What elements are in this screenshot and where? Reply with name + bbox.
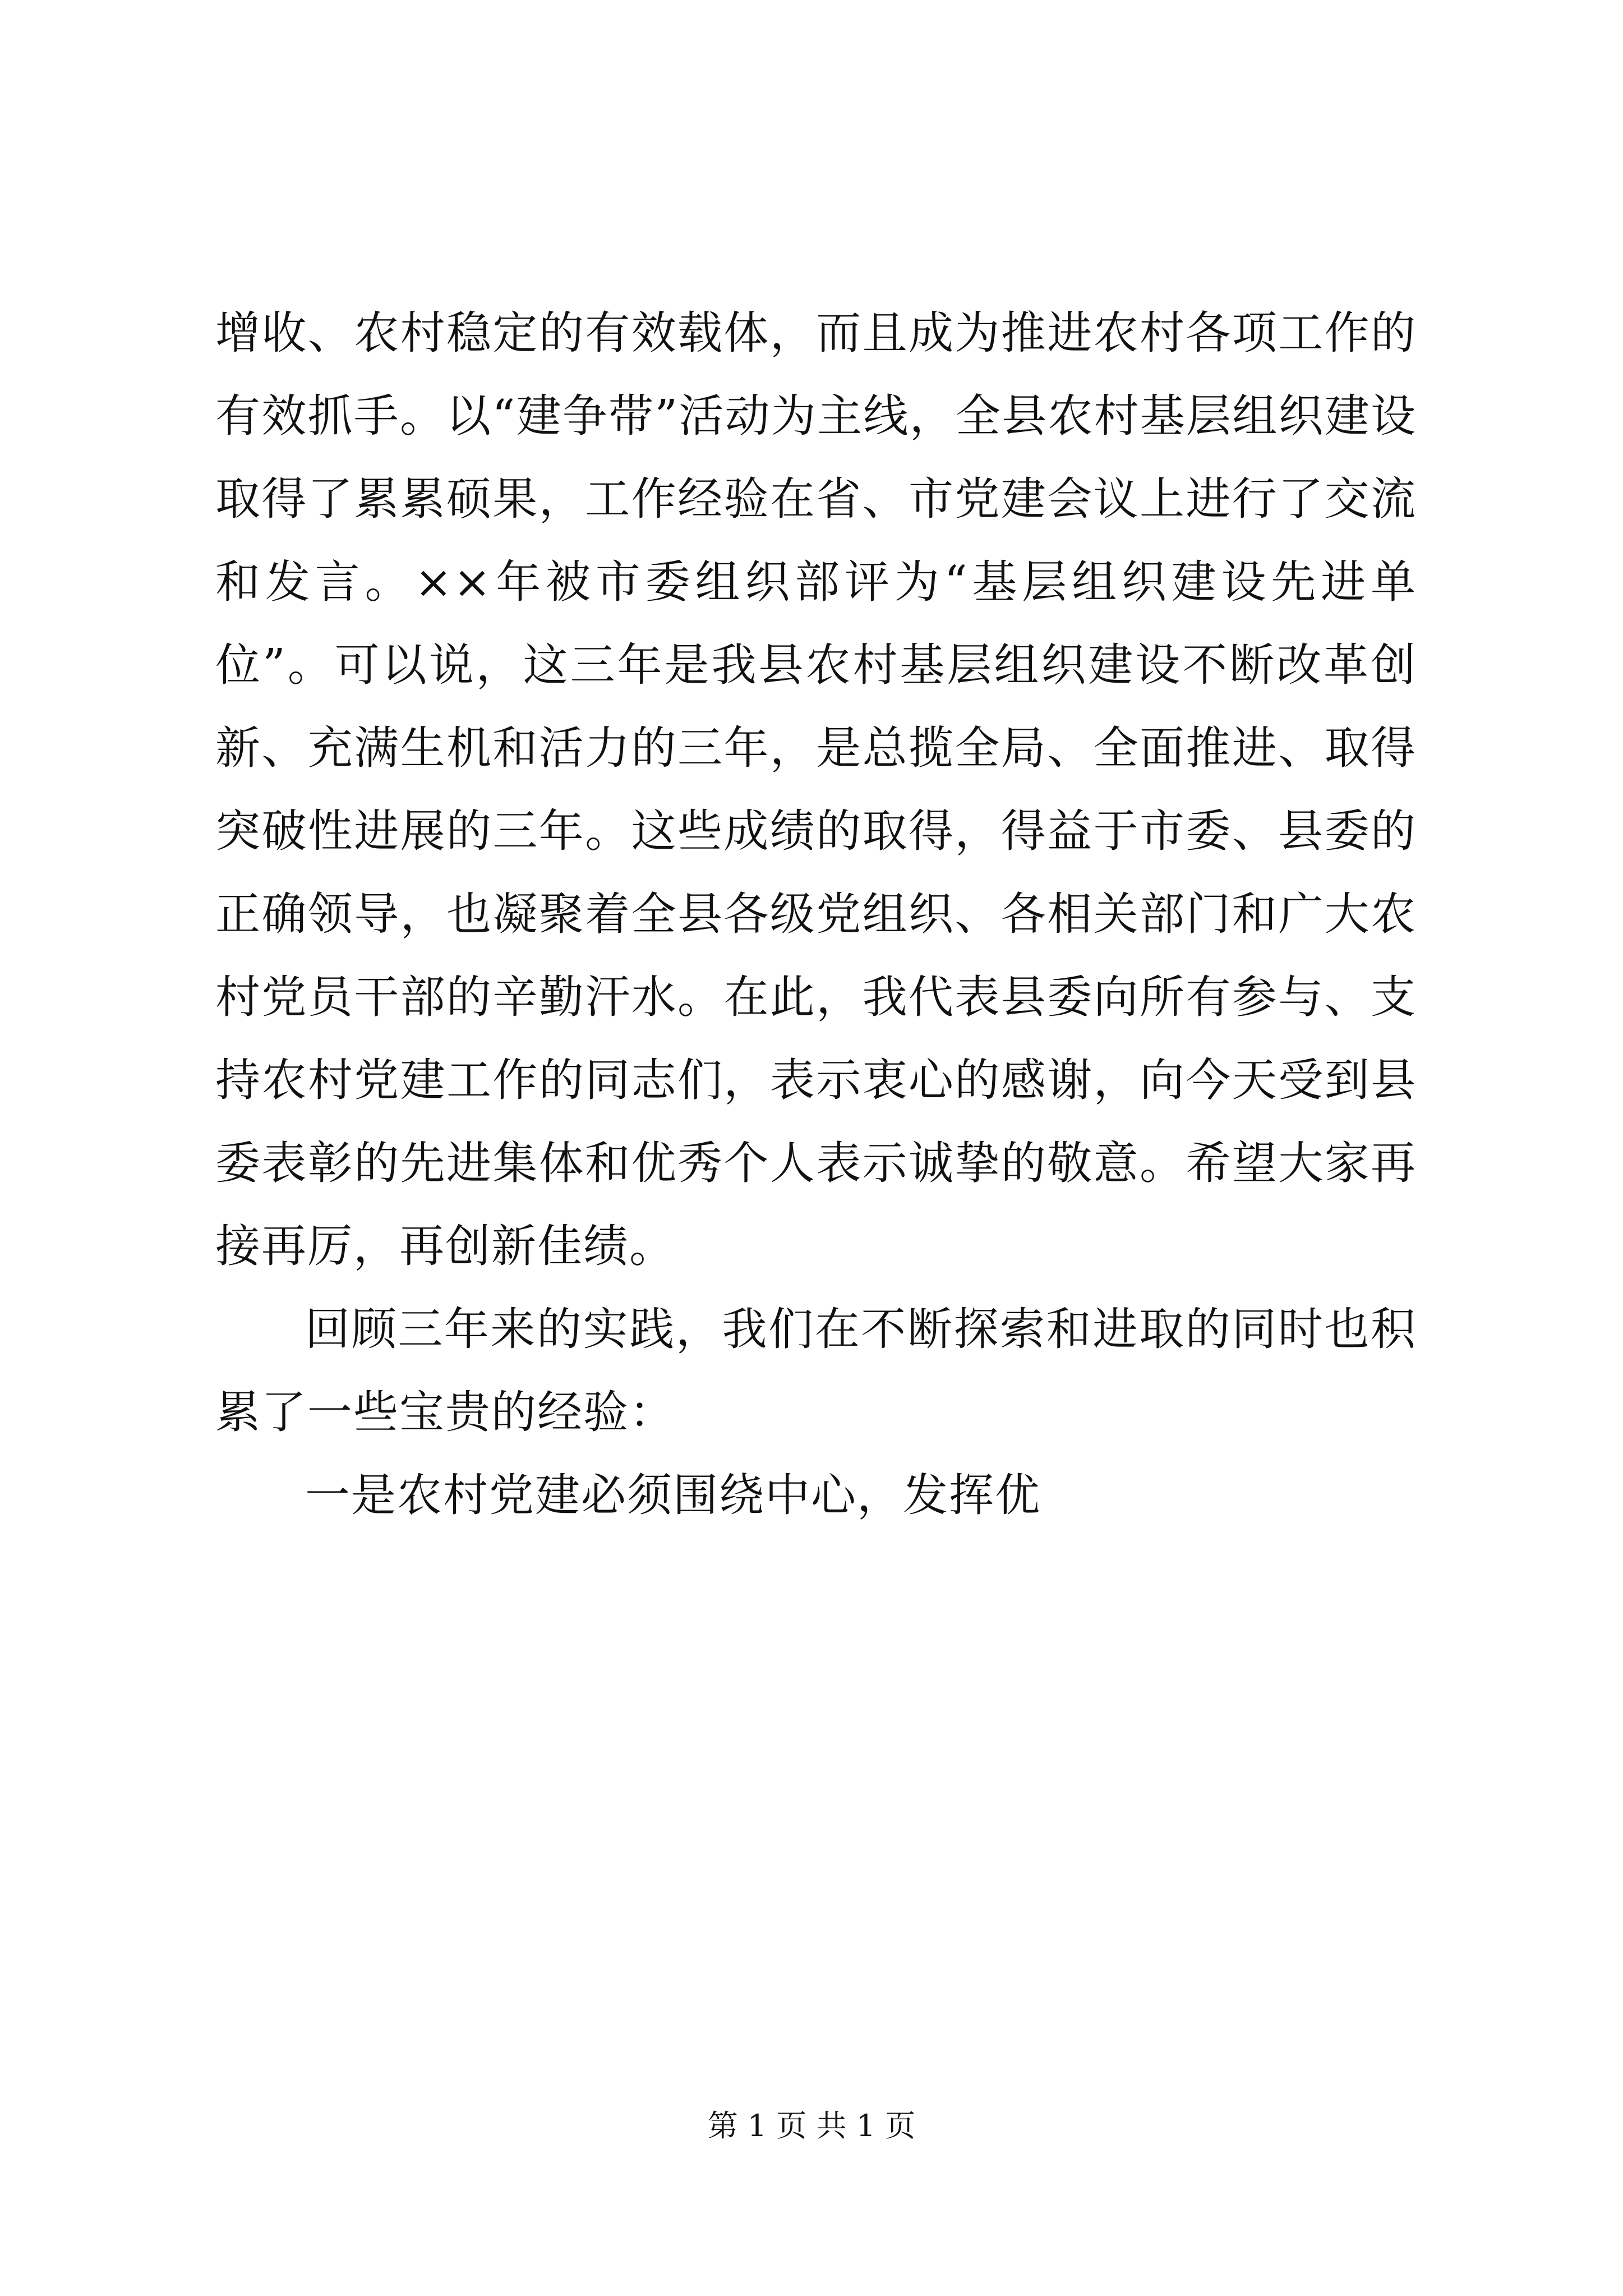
paragraph-review: 回顾三年来的实践，我们在不断探索和进取的同时也积累了一些宝贵的经验：	[215, 1303, 1417, 1438]
document-body	[215, 292, 1417, 1537]
page-footer: 第 1 页 共 1 页	[707, 2108, 916, 2143]
paragraph-point-one: 一是农村党建必须围绕中心，发挥优	[305, 1469, 1041, 1521]
paragraph-continuation: 增收、农村稳定的有效载体，而且成为推进农村各项工作的有效抓手。以“建争带”活动为主线，全县农村基层组织建设取得了累累硕果，工作经验在省、市党建会议上进行了交流和发言。××年被市委组织部评为“基层组织建设先进单位”。可以说，这三年是我县农村基层组织建设不断改革创新、充满生机和活力的三年，是总揽全局、全面推进、取得突破性进展的三年。这些成绩的取得，得益于市委、县委的正确领导，也凝聚着全县各级党组织、各相关部门和广大农村党员干部的辛勤汗水。在此，我代表县委向所有参与、支持农村党建工作的同志们，表示衷心的感谢，向今天受到县委表彰的先进集体和优秀个人表示诚挚的敬意。希望大家再接再厉，再创新佳绩。	[215, 307, 1417, 1272]
